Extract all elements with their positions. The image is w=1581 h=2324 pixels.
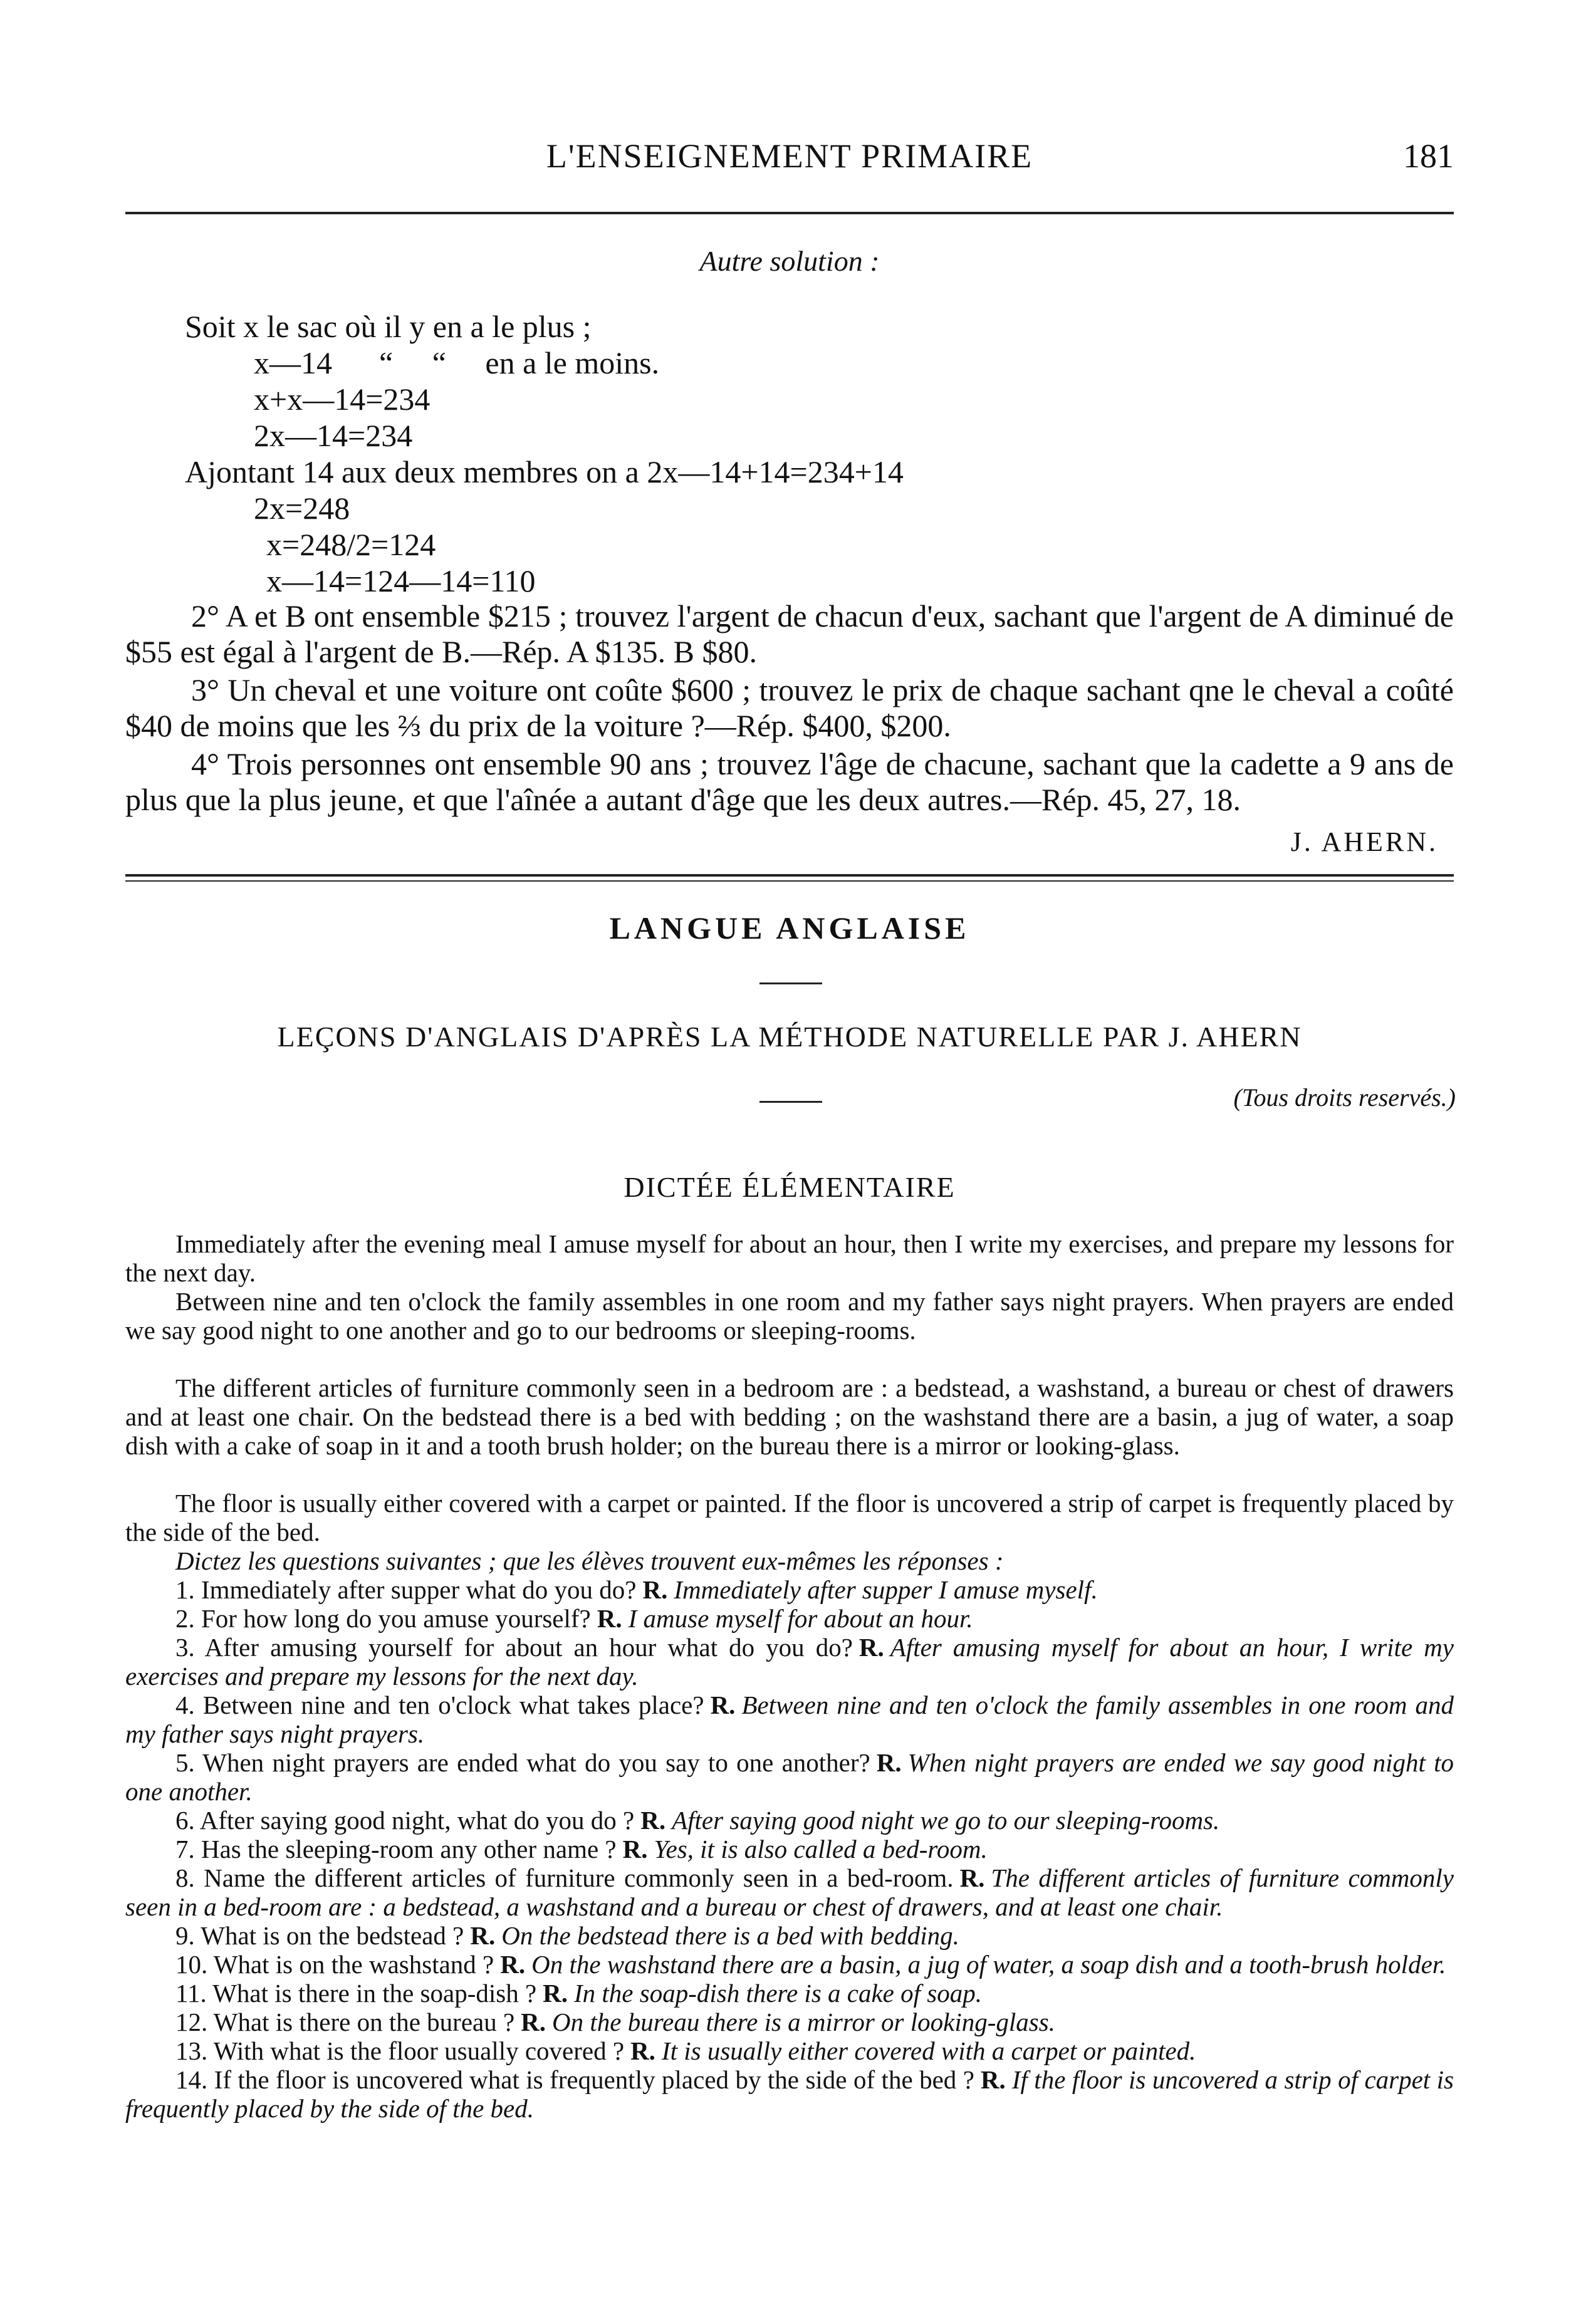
math-line: x—14=124—14=110 <box>266 563 536 598</box>
dictee-text: The different articles of furniture commonly seen in a bedroom are : a bedstead, a washstand, a bureau or chest of drawers and at least one chair. On the bedstead there is a bed with bedding ; on the washstand there are a basin, a jug of water, a soap dish with a cake of soap in it and a tooth brush holder; on the bureau there is a mirror or looking-glass. <box>125 1373 1454 1460</box>
response-label: R. <box>876 1748 902 1777</box>
problem-paragraph <box>125 746 1454 818</box>
response-label: R. <box>642 1575 668 1604</box>
question-text: 5. When night prayers are ended what do you say to one another? <box>175 1748 870 1777</box>
short-divider <box>759 1101 822 1103</box>
dictee-text: The floor is usually either covered with a carpet or painted. If the floor is uncovered a strip of carpet is frequently placed by the side of the bed. <box>125 1489 1454 1546</box>
section-divider-thin <box>125 880 1454 882</box>
question-text: 7. Has the sleeping-room any other name ? <box>175 1835 617 1863</box>
qa-item <box>125 2036 1454 2065</box>
response-label: R. <box>630 2036 655 2065</box>
question-text: 13. With what is the floor usually covered ? <box>175 2036 625 2065</box>
math-line: 2x—14=234 <box>254 418 413 453</box>
response-label: R. <box>980 2065 1006 2094</box>
response-label: R. <box>500 1950 526 1979</box>
problem-paragraph <box>125 672 1454 744</box>
qa-item <box>125 1748 1454 1806</box>
answer-text: After saying good night we go to our sleeping-rooms. <box>672 1806 1220 1835</box>
answer-text: I amuse myself for about an hour. <box>628 1604 973 1633</box>
question-text: 12. What is there on the bureau ? <box>175 2008 515 2036</box>
page-number: 181 <box>1403 137 1454 175</box>
response-label: R. <box>959 1863 985 1892</box>
question-text: 10. What is on the washstand ? <box>175 1950 494 1979</box>
response-label: R. <box>640 1806 666 1835</box>
question-text: 9. What is on the bedstead ? <box>175 1921 464 1950</box>
response-label: R. <box>543 1979 568 2008</box>
qa-item <box>125 1633 1454 1691</box>
response-label: R. <box>597 1604 622 1633</box>
answer-text: When night prayers are ended we say good night to one another. <box>125 1748 1454 1806</box>
answer-text: Between nine and ten o'clock the family assembles in one room and my father says night prayers. <box>125 1691 1454 1748</box>
qa-item <box>125 1979 1454 2008</box>
dictee-paragraph <box>125 1489 1454 1546</box>
dictee-title: DICTÉE ÉLÉMENTAIRE <box>624 1171 956 1203</box>
math-line: x+x—14=234 <box>254 382 430 417</box>
qa-item <box>125 1835 1454 1863</box>
dictee-paragraph <box>125 1287 1454 1345</box>
lesson-title: LEÇONS D'ANGLAIS D'APRÈS LA MÉTHODE NATURELLE PAR J. AHERN <box>277 1021 1302 1053</box>
alt-solution-heading: Autre solution : <box>699 245 880 277</box>
answer-text: If the floor is uncovered a strip of carpet is frequently placed by the side of the bed. <box>125 2065 1454 2123</box>
problem-paragraph <box>125 598 1454 670</box>
answer-text: On the bureau there is a mirror or looking-glass. <box>552 2008 1055 2036</box>
question-text: 6. After saying good night, what do you do ? <box>175 1806 635 1835</box>
problem-text: 2° A et B ont ensemble $215 ; trouvez l'argent de chacun d'eux, sachant que l'argent de A diminué de $55 est égal à l'argent de B.—Rép. A $135. B $80. <box>125 598 1454 669</box>
math-line: x—14 “ “ en a le moins. <box>254 345 660 380</box>
math-line: Soit x le sac où il y en a le plus ; <box>185 309 592 344</box>
question-text: 3. After amusing yourself for about an hour what do you do? <box>175 1633 853 1662</box>
qa-item <box>125 1806 1454 1835</box>
qa-item <box>125 1604 1454 1633</box>
qa-list <box>125 1546 1454 2123</box>
answer-text: Immediately after supper I amuse myself. <box>674 1575 1098 1604</box>
math-line: 2x=248 <box>254 491 350 526</box>
math-line: Ajontant 14 aux deux membres on a 2x—14+14=234+14 <box>185 454 904 489</box>
journal-title: L'ENSEIGNEMENT PRIMAIRE <box>546 137 1033 175</box>
dictee-text: Between nine and ten o'clock the family assembles in one room and my father says night prayers. When prayers are ended we say good night to one another and go to our bedrooms or sleeping-rooms. <box>125 1287 1454 1345</box>
answer-text: It is usually either covered with a carpet or painted. <box>661 2036 1196 2065</box>
answer-text: After amusing myself for about an hour, I write my exercises and prepare my lessons for the next day. <box>125 1633 1454 1691</box>
qa-container <box>125 1575 1454 2123</box>
dictee-paragraph <box>125 1229 1454 1287</box>
short-divider <box>759 982 822 984</box>
question-text: 8. Name the different articles of furniture commonly seen in a bed-room. <box>175 1863 954 1892</box>
question-text: 2. For how long do you amuse yourself? <box>175 1604 591 1633</box>
problem-text: 4° Trois personnes ont ensemble 90 ans ; trouvez l'âge de chacune, sachant que la cadette a 9 ans de plus que la plus jeune, et que l'aînée a autant d'âge que les deux autres.—Rép. 45, 27, 18. <box>125 746 1454 817</box>
question-text: 14. If the floor is uncovered what is frequently placed by the side of the bed ? <box>175 2065 974 2094</box>
dictee-text: Immediately after the evening meal I amuse myself for about an hour, then I write my exercises, and prepare my lessons for the next day. <box>125 1229 1454 1287</box>
math-line: x=248/2=124 <box>266 527 436 562</box>
question-text: 4. Between nine and ten o'clock what takes place? <box>175 1691 704 1719</box>
qa-item <box>125 1950 1454 1979</box>
response-label: R. <box>622 1835 648 1863</box>
qa-item <box>125 1921 1454 1950</box>
answer-text: In the soap-dish there is a cake of soap. <box>574 1979 982 2008</box>
dictee-paragraph <box>125 1373 1454 1460</box>
response-label: R. <box>858 1633 884 1662</box>
math-section <box>125 0 1454 877</box>
qa-item <box>125 2008 1454 2036</box>
response-label: R. <box>710 1691 736 1719</box>
response-label: R. <box>470 1921 496 1950</box>
answer-text: The different articles of furniture commonly seen in a bed-room are : a bedstead, a washstand and a bureau or chest of drawers, and at least one chair. <box>125 1863 1454 1921</box>
response-label: R. <box>521 2008 546 2036</box>
qa-item <box>125 1691 1454 1748</box>
problem-text: 3° Un cheval et une voiture ont coûte $600 ; trouvez le prix de chaque sachant qne le cheval a coûté $40 de moins que les ⅔ du prix de la voiture ?—Rép. $400, $200. <box>125 672 1454 743</box>
instruction-text: Dictez les questions suivantes ; que les élèves trouvent eux-mêmes les réponses : <box>175 1546 1004 1575</box>
rights-notice: (Tous droits reservés.) <box>1233 1083 1456 1112</box>
answer-text: Yes, it is also called a bed-room. <box>654 1835 988 1863</box>
answer-text: On the bedstead there is a bed with bedding. <box>501 1921 959 1950</box>
answer-text: On the washstand there are a basin, a jug of water, a soap dish and a tooth-brush holder. <box>531 1950 1446 1979</box>
instruction-line <box>125 1546 1454 1575</box>
question-text: 1. Immediately after supper what do you do? <box>175 1575 637 1604</box>
section-divider <box>125 874 1454 877</box>
qa-item <box>125 1863 1454 1921</box>
section-title: LANGUE ANGLAISE <box>609 910 970 946</box>
qa-item <box>125 2065 1454 2123</box>
author-signature: J. AHERN. <box>1290 826 1438 857</box>
qa-item <box>125 1575 1454 1604</box>
question-text: 11. What is there in the soap-dish ? <box>175 1979 537 2008</box>
